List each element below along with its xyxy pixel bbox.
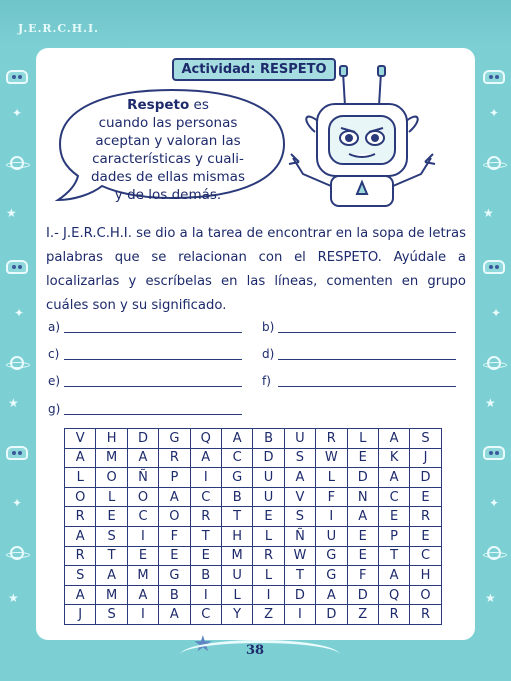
grid-cell[interactable]: A bbox=[65, 448, 96, 468]
grid-row bbox=[65, 605, 442, 625]
grid-row bbox=[65, 487, 442, 507]
planet-icon bbox=[10, 356, 24, 370]
grid-cell[interactable]: V bbox=[284, 487, 315, 507]
bubble-word: Respeto bbox=[127, 97, 190, 113]
grid-cell[interactable]: O bbox=[410, 585, 441, 605]
star-icon: ★ bbox=[483, 206, 494, 220]
grid-cell[interactable]: I bbox=[190, 468, 221, 488]
grid-cell[interactable]: C bbox=[410, 546, 441, 566]
grid-cell[interactable]: B bbox=[221, 487, 252, 507]
grid-cell[interactable]: L bbox=[253, 566, 284, 586]
bubble-line: cuando las personas bbox=[98, 115, 238, 131]
robot-icon bbox=[483, 260, 505, 274]
grid-cell[interactable]: R bbox=[190, 507, 221, 527]
grid-cell[interactable]: Ñ bbox=[284, 526, 315, 546]
grid-cell[interactable]: I bbox=[127, 605, 158, 625]
grid-row bbox=[65, 468, 442, 488]
answer-line-e[interactable] bbox=[48, 374, 248, 390]
grid-cell[interactable]: T bbox=[284, 566, 315, 586]
write-line bbox=[64, 414, 242, 415]
grid-cell[interactable]: A bbox=[378, 468, 409, 488]
grid-cell[interactable]: A bbox=[284, 468, 315, 488]
grid-cell[interactable]: E bbox=[410, 526, 441, 546]
grid-cell[interactable]: A bbox=[378, 566, 409, 586]
word-search-grid bbox=[64, 428, 442, 625]
answer-line-a[interactable] bbox=[48, 320, 248, 336]
grid-cell[interactable]: G bbox=[159, 566, 190, 586]
planet-icon bbox=[10, 546, 24, 560]
grid-cell[interactable]: R bbox=[65, 507, 96, 527]
answer-line-d[interactable] bbox=[262, 347, 462, 363]
grid-cell[interactable]: E bbox=[96, 507, 127, 527]
grid-row bbox=[65, 526, 442, 546]
grid-cell[interactable]: Z bbox=[347, 605, 378, 625]
grid-cell[interactable]: O bbox=[96, 468, 127, 488]
grid-cell[interactable]: L bbox=[65, 468, 96, 488]
answer-line-b[interactable] bbox=[262, 320, 462, 336]
write-line bbox=[278, 386, 456, 387]
star-icon: ★ bbox=[485, 591, 496, 605]
instructions: I.- J.E.R.C.H.I. se dio a la tarea de encontrar en la sopa de letras palabras que se relacionan con el RESPETO. Ayúdale a localizarlas y escríbelas en las líneas, comenten en grupo cuáles son y su significado. bbox=[46, 226, 466, 313]
grid-cell[interactable]: F bbox=[159, 526, 190, 546]
grid-cell[interactable]: B bbox=[253, 429, 284, 449]
answer-line-f[interactable] bbox=[262, 374, 462, 390]
grid-cell[interactable]: A bbox=[159, 605, 190, 625]
grid-cell[interactable]: F bbox=[347, 566, 378, 586]
grid-cell[interactable]: H bbox=[221, 526, 252, 546]
answer-label: a) bbox=[48, 320, 61, 334]
grid-cell[interactable]: R bbox=[378, 605, 409, 625]
grid-cell[interactable]: R bbox=[316, 429, 347, 449]
write-line bbox=[64, 332, 242, 333]
grid-cell[interactable]: N bbox=[347, 487, 378, 507]
grid-cell[interactable]: E bbox=[253, 507, 284, 527]
write-line bbox=[64, 359, 242, 360]
bubble-line: aceptan y valoran las bbox=[95, 133, 241, 149]
answer-label: c) bbox=[48, 347, 60, 361]
grid-cell[interactable]: T bbox=[221, 507, 252, 527]
grid-cell[interactable]: Z bbox=[253, 605, 284, 625]
grid-cell[interactable]: D bbox=[410, 468, 441, 488]
grid-cell[interactable]: S bbox=[65, 566, 96, 586]
grid-cell[interactable]: K bbox=[378, 448, 409, 468]
grid-cell[interactable]: G bbox=[221, 468, 252, 488]
grid-cell[interactable]: L bbox=[221, 585, 252, 605]
planet-icon bbox=[487, 356, 501, 370]
grid-cell[interactable]: P bbox=[378, 526, 409, 546]
bubble-line: es bbox=[193, 97, 209, 113]
write-line bbox=[278, 359, 456, 360]
grid-cell[interactable]: L bbox=[347, 429, 378, 449]
grid-cell[interactable]: A bbox=[159, 487, 190, 507]
planet-icon bbox=[487, 546, 501, 560]
grid-cell[interactable]: I bbox=[284, 605, 315, 625]
grid-cell[interactable]: S bbox=[284, 507, 315, 527]
grid-cell[interactable]: R bbox=[253, 546, 284, 566]
grid-cell[interactable]: G bbox=[159, 429, 190, 449]
grid-cell[interactable]: J bbox=[410, 448, 441, 468]
star-icon: ✦ bbox=[12, 496, 23, 510]
answer-line-g[interactable] bbox=[48, 402, 248, 418]
grid-cell[interactable]: L bbox=[253, 526, 284, 546]
grid-cell[interactable]: S bbox=[284, 448, 315, 468]
grid-cell[interactable]: I bbox=[127, 526, 158, 546]
brand-logo: J.E.R.C.H.I. bbox=[18, 22, 99, 35]
star-icon: ✦ bbox=[489, 106, 500, 120]
grid-cell[interactable]: A bbox=[378, 429, 409, 449]
grid-cell[interactable]: A bbox=[65, 526, 96, 546]
answer-label: g) bbox=[48, 402, 61, 416]
grid-cell[interactable]: Q bbox=[190, 429, 221, 449]
grid-cell[interactable]: I bbox=[253, 585, 284, 605]
grid-cell[interactable]: D bbox=[127, 429, 158, 449]
grid-cell[interactable]: E bbox=[378, 507, 409, 527]
grid-cell[interactable]: E bbox=[347, 546, 378, 566]
grid-cell[interactable]: V bbox=[65, 429, 96, 449]
star-icon: ★ bbox=[6, 206, 17, 220]
grid-cell[interactable]: C bbox=[221, 448, 252, 468]
grid-cell[interactable]: M bbox=[96, 448, 127, 468]
write-line bbox=[64, 386, 242, 387]
planet-icon bbox=[487, 156, 501, 170]
robot-icon bbox=[6, 260, 28, 274]
left-decoration bbox=[0, 46, 34, 646]
grid-cell[interactable]: A bbox=[96, 566, 127, 586]
robot-icon bbox=[6, 70, 28, 84]
grid-cell[interactable]: C bbox=[127, 507, 158, 527]
grid-cell[interactable]: U bbox=[253, 487, 284, 507]
star-icon: ★ bbox=[485, 396, 496, 410]
grid-cell[interactable]: E bbox=[347, 526, 378, 546]
bubble-text bbox=[70, 96, 266, 204]
grid-row bbox=[65, 585, 442, 605]
page-number: 38 bbox=[245, 643, 265, 658]
grid-cell[interactable]: C bbox=[190, 487, 221, 507]
grid-cell[interactable]: U bbox=[316, 526, 347, 546]
grid-cell[interactable]: J bbox=[65, 605, 96, 625]
answer-label: e) bbox=[48, 374, 61, 388]
grid-cell[interactable]: L bbox=[96, 487, 127, 507]
grid-cell[interactable]: D bbox=[284, 585, 315, 605]
grid-row bbox=[65, 566, 442, 586]
bubble-line: y de los demás. bbox=[114, 187, 222, 203]
grid-row bbox=[65, 448, 442, 468]
grid-cell[interactable]: E bbox=[410, 487, 441, 507]
grid-cell[interactable]: S bbox=[96, 526, 127, 546]
grid-cell[interactable]: S bbox=[96, 605, 127, 625]
grid-cell[interactable]: W bbox=[316, 448, 347, 468]
write-line bbox=[278, 332, 456, 333]
grid-cell[interactable]: A bbox=[127, 585, 158, 605]
grid-cell[interactable]: C bbox=[190, 605, 221, 625]
alien-robot-illustration bbox=[283, 62, 443, 212]
grid-cell[interactable]: F bbox=[316, 487, 347, 507]
grid-cell[interactable]: W bbox=[284, 546, 315, 566]
grid-cell[interactable]: Y bbox=[221, 605, 252, 625]
grid-cell[interactable]: I bbox=[316, 507, 347, 527]
grid-row bbox=[65, 546, 442, 566]
grid-row bbox=[65, 507, 442, 527]
grid-cell[interactable]: O bbox=[127, 487, 158, 507]
grid-cell[interactable]: U bbox=[221, 566, 252, 586]
star-icon: ★ bbox=[8, 396, 19, 410]
answer-line-c[interactable] bbox=[48, 347, 248, 363]
grid-cell[interactable]: R bbox=[159, 448, 190, 468]
grid-row bbox=[65, 429, 442, 449]
right-decoration bbox=[477, 46, 511, 646]
grid-cell[interactable]: T bbox=[190, 526, 221, 546]
grid-cell[interactable]: U bbox=[284, 429, 315, 449]
star-icon: ✦ bbox=[491, 306, 502, 320]
grid-cell[interactable]: P bbox=[159, 468, 190, 488]
robot-icon bbox=[483, 446, 505, 460]
grid-cell[interactable]: A bbox=[316, 585, 347, 605]
grid-cell[interactable]: A bbox=[190, 448, 221, 468]
star-icon: ★ bbox=[193, 632, 213, 657]
grid-cell[interactable]: E bbox=[159, 546, 190, 566]
bubble-line: características y cuali- bbox=[92, 151, 244, 167]
grid-cell[interactable]: D bbox=[347, 585, 378, 605]
grid-cell[interactable]: L bbox=[316, 468, 347, 488]
activity-title: Actividad: RESPETO bbox=[172, 58, 336, 81]
grid-cell[interactable]: Ñ bbox=[127, 468, 158, 488]
grid-cell[interactable]: A bbox=[127, 448, 158, 468]
grid-cell[interactable]: O bbox=[159, 507, 190, 527]
grid-cell[interactable]: I bbox=[190, 585, 221, 605]
grid-cell[interactable]: B bbox=[190, 566, 221, 586]
grid-cell[interactable]: B bbox=[159, 585, 190, 605]
grid-cell[interactable]: C bbox=[378, 487, 409, 507]
star-icon: ✦ bbox=[14, 306, 25, 320]
grid-cell[interactable]: E bbox=[347, 448, 378, 468]
star-icon: ★ bbox=[8, 591, 19, 605]
grid-cell[interactable]: A bbox=[65, 585, 96, 605]
grid-cell[interactable]: M bbox=[221, 546, 252, 566]
star-icon: ✦ bbox=[12, 106, 23, 120]
planet-icon bbox=[10, 156, 24, 170]
grid-cell[interactable]: R bbox=[65, 546, 96, 566]
grid-cell[interactable]: E bbox=[190, 546, 221, 566]
bubble-line: dades de ellas mismas bbox=[90, 169, 245, 185]
grid-cell[interactable]: R bbox=[410, 507, 441, 527]
grid-cell[interactable]: M bbox=[127, 566, 158, 586]
grid-cell[interactable]: G bbox=[316, 566, 347, 586]
grid-cell[interactable]: Q bbox=[378, 585, 409, 605]
grid-cell[interactable]: H bbox=[96, 429, 127, 449]
grid-cell[interactable]: S bbox=[410, 429, 441, 449]
grid-cell[interactable]: U bbox=[253, 468, 284, 488]
grid-cell[interactable]: M bbox=[96, 585, 127, 605]
grid-cell[interactable]: A bbox=[221, 429, 252, 449]
grid-cell[interactable]: A bbox=[347, 507, 378, 527]
grid-cell[interactable]: G bbox=[316, 546, 347, 566]
grid-cell[interactable]: D bbox=[347, 468, 378, 488]
grid-cell[interactable]: O bbox=[65, 487, 96, 507]
grid-cell[interactable]: E bbox=[127, 546, 158, 566]
grid-cell[interactable]: D bbox=[253, 448, 284, 468]
star-icon: ✦ bbox=[489, 496, 500, 510]
robot-icon bbox=[6, 446, 28, 460]
grid-cell[interactable]: H bbox=[410, 566, 441, 586]
answer-label: d) bbox=[262, 347, 275, 361]
answer-label: b) bbox=[262, 320, 275, 334]
robot-icon bbox=[483, 70, 505, 84]
grid-cell[interactable]: T bbox=[378, 546, 409, 566]
grid-cell[interactable]: D bbox=[316, 605, 347, 625]
grid-cell[interactable]: R bbox=[410, 605, 441, 625]
answer-label: f) bbox=[262, 374, 271, 388]
grid-cell[interactable]: T bbox=[96, 546, 127, 566]
